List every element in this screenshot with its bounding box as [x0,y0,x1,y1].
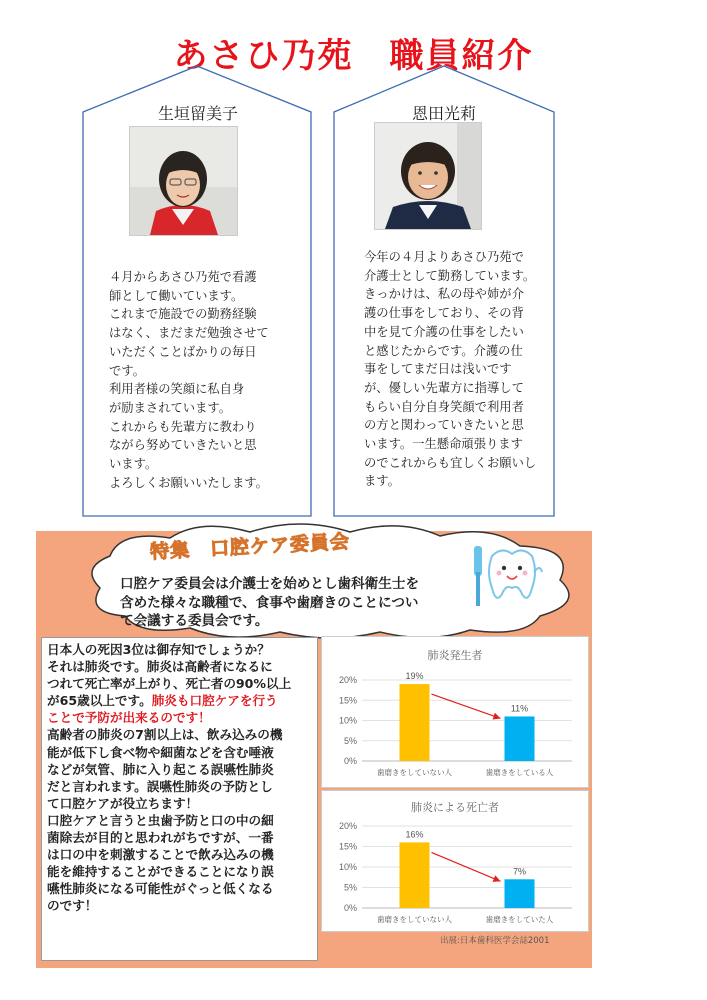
bar [505,716,535,761]
bar [400,684,430,761]
feature-title: 特集 口腔ケア委員会 [149,530,351,564]
chart-card-1 [321,636,589,788]
trend-arrow [432,694,501,718]
chart-pneumonia-deaths [322,791,588,931]
bar [400,842,430,908]
feature-body-part2: 高齢者の肺炎の7割以上は、飲み込みの機 能が低下し食べ物や細菌などを含む唾液 などが気管、肺に入り起こる誤嚥性肺炎 だと言われます。誤嚥性肺炎の予防とし て口腔ケアが役立ちます！ 口腔ケアと言うと虫歯予防と口の中の細 菌除去が目的と思われがちですが、一番 は口の中を刺激することで飲み込みの機 能を維持することができることになり誤 嚥性肺炎になる可能性がぐっと低くなる のです！ [47,727,283,914]
page-title: あさひ乃苑 職員紹介 [173,36,534,76]
staff-bio-1: ４月からあさひ乃苑で看護 師として働いています。 これまで施設での勤務経験 はなく、まだまだ勉強させて いただくことばかりの毎日 です。 利用者様の笑顔に私自身 が励まされています。 これからも先輩方に教わり ながら努めていきたいと思 います。 よろしくお願いいたします。 [109,270,269,490]
data-label: 11% [510,703,529,714]
chart-source: 出展:日本歯科医学会誌2001 [440,936,550,946]
y-tick-label: 5% [343,735,357,746]
y-tick-label: 0% [343,903,357,913]
y-tick-label: 0% [343,756,357,766]
category-label: 歯磨きをしていた人 [485,915,554,924]
chart-card-2 [321,790,589,932]
y-tick-label: 20% [338,675,357,685]
staff-photo-2 [374,122,482,230]
data-label: 16% [405,829,424,840]
feature-body-highlight: 肺炎も口腔ケアを行う ことで予防が出来るのです！ [47,693,278,726]
chart-pneumonia-incidence [322,637,588,787]
data-label: 19% [405,671,424,682]
y-tick-label: 10% [338,862,357,872]
y-tick-label: 15% [338,841,357,852]
feature-body-part1: 日本人の死因3位は御存知でしょうか？ それは肺炎です。肺炎は高齢者になるに つれて死亡率が上がり、死亡者の90%以上 が65歳以上です。 [47,642,292,709]
feature-intro: 口腔ケア委員会は介護士を始めとし歯科衛生士を 含めた様々な職種で、食事や歯磨きのことについ て会議する委員会です。 [120,576,420,629]
category-label: 歯磨きをしている人 [485,768,554,777]
y-tick-label: 5% [343,882,357,893]
y-tick-label: 15% [338,695,357,706]
y-tick-label: 10% [338,715,357,726]
staff-name-1: 生垣留美子 [157,104,238,123]
chart-title: 肺炎による死亡者 [411,802,499,814]
category-label: 歯磨きをしていない人 [377,768,452,777]
y-tick-label: 20% [338,821,357,831]
chart-title: 肺炎発生者 [427,650,483,662]
data-label: 7% [512,866,527,877]
category-label: 歯磨きをしていない人 [377,915,452,924]
staff-photo-1 [129,126,238,236]
staff-name-2: 恩田光莉 [411,104,476,123]
staff-bio-2: 今年の４月よりあさひ乃苑で 介護士として勤務しています。 きっかけは、私の母や姉が介 護の仕事をしており、その背 中を見て介護の仕事をしたい と感じたからです。介護の仕 事をしてまだ日は浅いです が、優しい先輩方に指導して もらい自分自身笑顔で利用者 の方と関わっていきたいと思 います。一生懸命頑張ります のでこれからも宜しくお願いし ます。 [364,250,537,489]
bar [505,879,535,908]
feature-body [47,641,312,915]
tooth-mascot-icon [468,542,548,612]
